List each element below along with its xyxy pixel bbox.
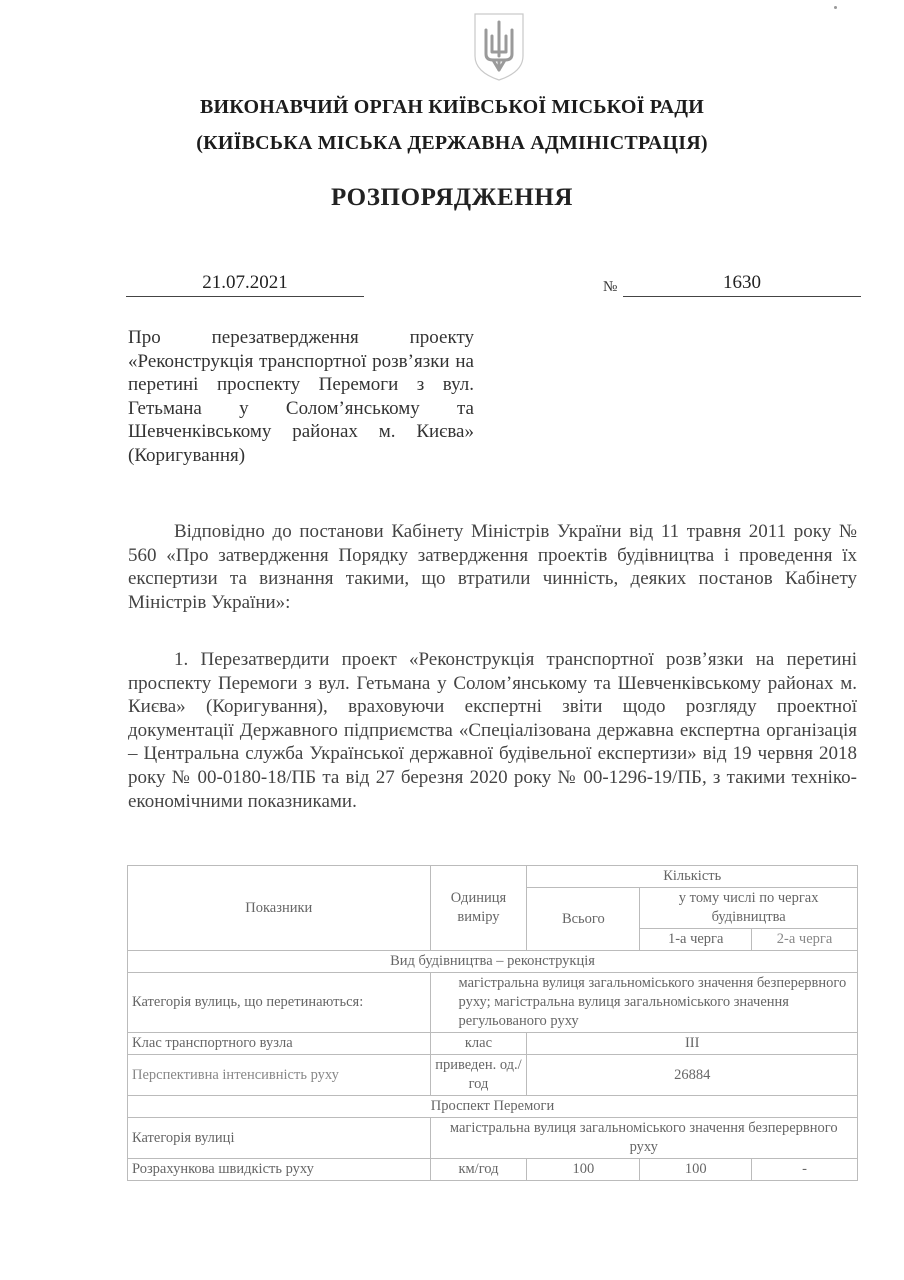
row-value: III <box>527 1033 858 1055</box>
header-stage-1: 1-а черга <box>640 929 752 951</box>
row-name: Категорія вулиці <box>128 1118 431 1159</box>
header-indicators: Показники <box>128 866 431 951</box>
header-quantity: Кількість <box>527 866 858 888</box>
table-row <box>128 1055 858 1096</box>
row-stage-1: 100 <box>640 1159 752 1181</box>
row-unit: приведен. од./год <box>430 1055 527 1096</box>
table-section-row <box>128 1096 858 1118</box>
document-type-title: РОЗПОРЯДЖЕННЯ <box>330 184 574 211</box>
issuer-name: ВИКОНАВЧИЙ ОРГАН КИЇВСЬКОЇ МІСЬКОЇ РАДИ <box>200 96 704 118</box>
table-row <box>128 1159 858 1181</box>
row-value: магістральна вулиця загальноміського значення безперервного руху; магістральна вулиця загальноміського значення регульованого руху <box>430 973 857 1033</box>
row-name: Категорія вулиць, що перетинаються: <box>128 973 431 1033</box>
header-by-stages: у тому числі по чергах будівництва <box>640 888 858 929</box>
preamble-paragraph: Відповідно до постанови Кабінету Міністрів України від 11 травня 2011 року № 560 «Про затвердження Порядку затвердження проектів будівництва і проведення їх експертизи та визнання такими, що втратили чинність, деяких постанов Кабінету Міністрів України»: <box>128 521 857 613</box>
ukraine-trident-emblem-icon <box>471 10 527 82</box>
header-total: Всього <box>527 888 640 951</box>
technical-economic-indicators-table <box>127 865 858 1181</box>
scan-speck <box>834 6 837 9</box>
row-value: 26884 <box>527 1055 858 1096</box>
document-number: 1630 <box>623 272 861 297</box>
section-construction-type: Вид будівництва – реконструкція <box>128 951 858 973</box>
header-unit: Одиниця виміру <box>430 866 527 951</box>
table-row <box>128 1118 858 1159</box>
row-unit: км/год <box>430 1159 527 1181</box>
clause-1-paragraph: 1. Перезатвердити проект «Реконструкція транспортної розв’язки на перетині проспекту Перемоги з вул. Гетьмана у Солом’янському та Шевченківському районах м. Києва» (Коригування), враховуючи експертні звіти щодо розгляду проектної документації Державного підприємства «Спеціалізована державна експертна організація – Центральна служба Української державної будівельної експертизи» від 19 червня 2018 року № 00-0180-18/ПБ та від 27 березня 2020 року № 00-1296-19/ПБ, з такими техніко-економічними показниками. <box>128 649 857 812</box>
row-name: Перспективна інтенсивність руху <box>128 1055 431 1096</box>
table-row <box>128 1033 858 1055</box>
row-name: Розрахункова швидкість руху <box>128 1159 431 1181</box>
number-label: № <box>603 279 618 295</box>
table-section-row <box>128 951 858 973</box>
document-date: 21.07.2021 <box>126 272 364 297</box>
section-prospect: Проспект Перемоги <box>128 1096 858 1118</box>
header-stage-2: 2-а черга <box>752 929 858 951</box>
issuer-alt-name: (КИЇВСЬКА МІСЬКА ДЕРЖАВНА АДМІНІСТРАЦІЯ) <box>196 132 708 154</box>
row-unit: клас <box>430 1033 527 1055</box>
row-stage-2: - <box>752 1159 858 1181</box>
table-row <box>128 973 858 1033</box>
table-header-row <box>128 866 858 888</box>
row-name: Клас транспортного вузла <box>128 1033 431 1055</box>
row-value: магістральна вулиця загальноміського значення безперервного руху <box>430 1118 857 1159</box>
row-total: 100 <box>527 1159 640 1181</box>
document-subject: Про перезатвердження проекту «Реконструкція транспортної розв’язки на перетині проспекту Перемоги з вул. Гетьмана у Солом’янському та Шевченківському районах м. Києва» (Коригування) <box>128 327 474 466</box>
